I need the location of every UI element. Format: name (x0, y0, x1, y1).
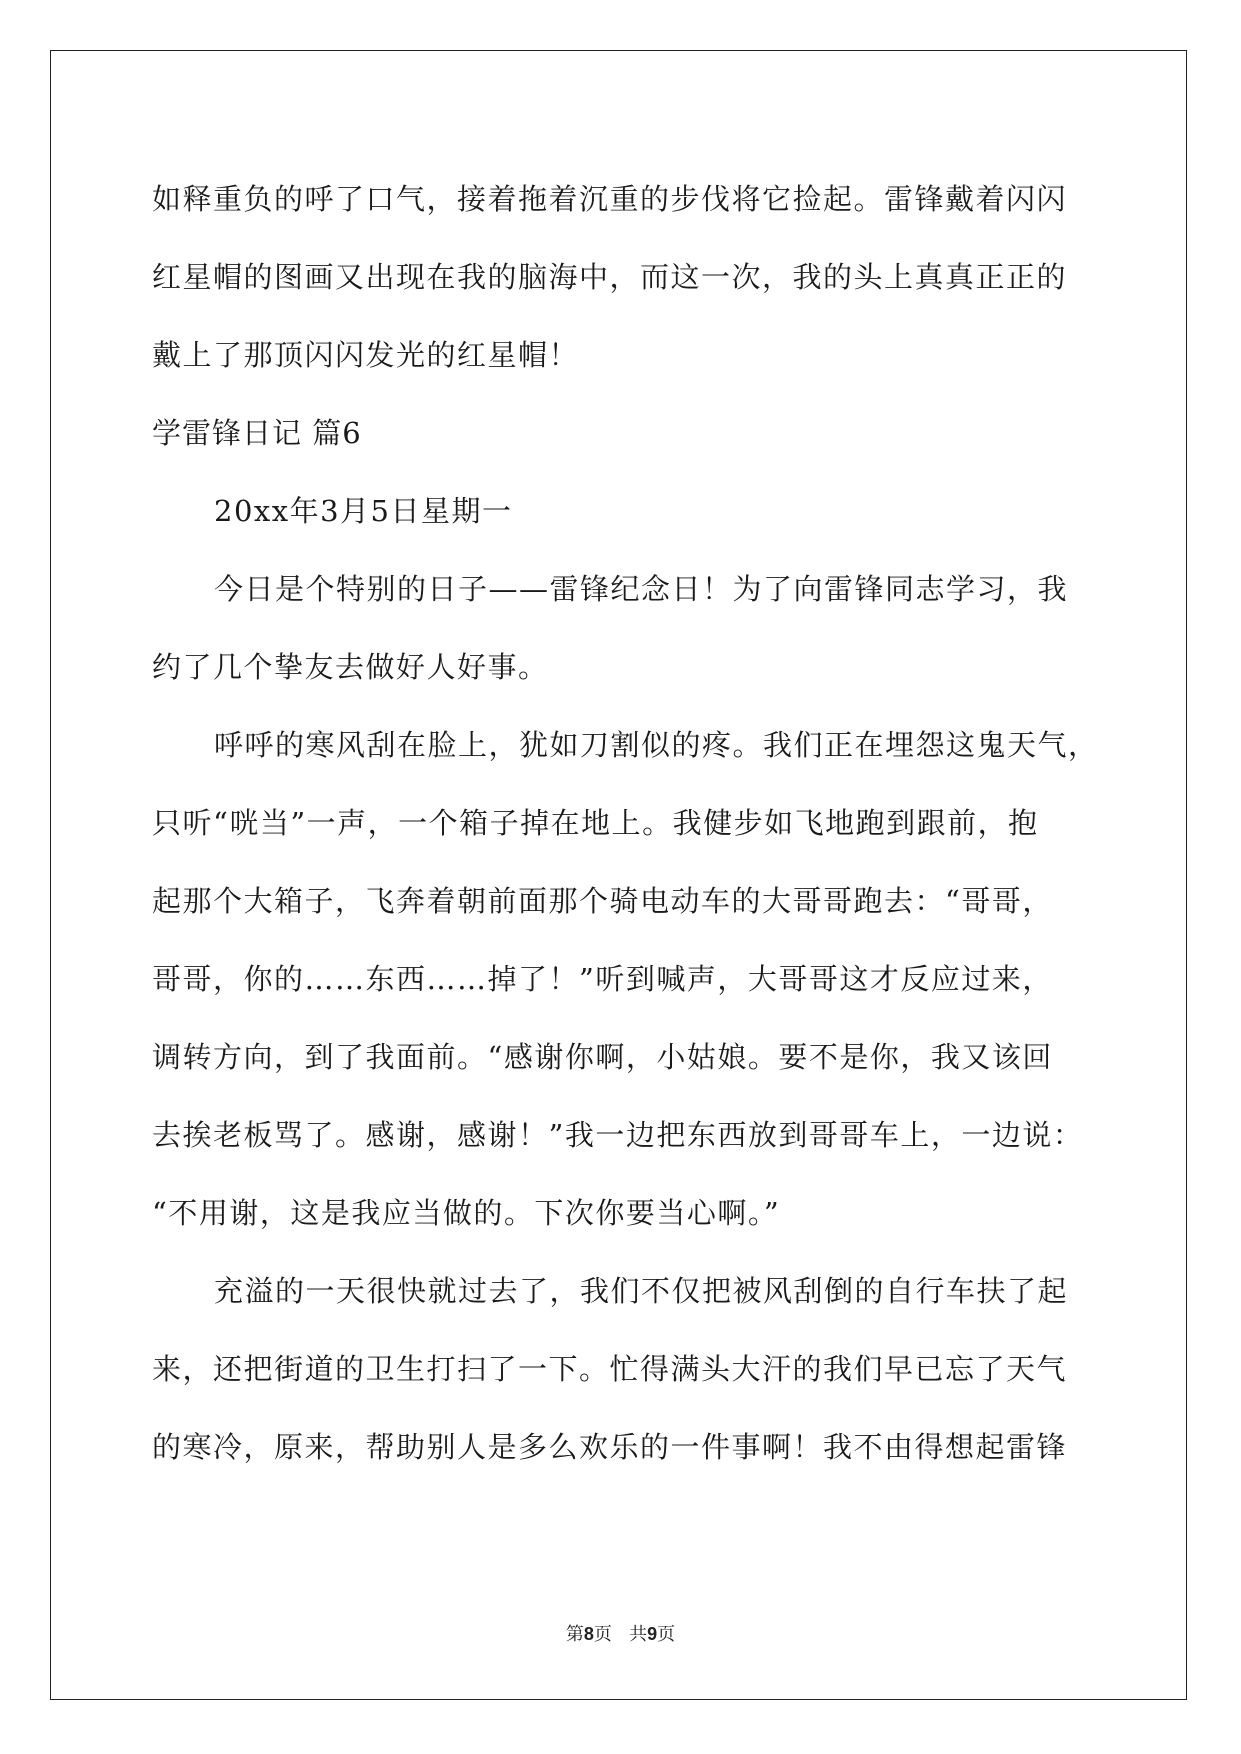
text-line: 今日是个特别的日子——雷锋纪念日！为了向雷锋同志学习，我 (214, 572, 1069, 606)
text-line: 起那个大箱子，飞奔着朝前面那个骑电动车的大哥哥跑去：“哥哥， (152, 884, 1053, 918)
text-line: 呼呼的寒风刮在脸上，犹如刀割似的疼。我们正在埋怨这鬼天气， (214, 728, 1099, 762)
text-line: 戴上了那顶闪闪发光的红星帽！ (152, 338, 580, 372)
text-line: 来，还把街道的卫生打扫了一下。忙得满头大汗的我们早已忘了天气 (152, 1352, 1068, 1386)
text-line: 哥哥，你的……东西……掉了！”听到喊声，大哥哥这才反应过来， (152, 962, 1053, 996)
text-line: 的寒冷，原来，帮助别人是多么欢乐的一件事啊！我不由得想起雷锋 (152, 1430, 1068, 1464)
total-pages: 9 (647, 1624, 658, 1644)
page-prefix: 第 (565, 1624, 584, 1645)
page-suffix: 页 (593, 1624, 612, 1645)
total-prefix: 共 (629, 1624, 648, 1645)
date-line: 20xx年3月5日星期一 (214, 494, 513, 528)
page-footer (0, 1620, 1241, 1646)
page-number: 8 (583, 1624, 594, 1644)
document-body (152, 160, 1099, 1486)
text-line: 充溢的一天很快就过去了，我们不仅把被风刮倒的自行车扶了起 (214, 1274, 1069, 1308)
text-line: 只听“咣当”一声，一个箱子掉在地上。我健步如飞地跑到跟前，抱 (152, 806, 1039, 840)
text-line: 调转方向，到了我面前。“感谢你啊，小姑娘。要不是你，我又该回 (152, 1040, 1053, 1074)
text-line: 约了几个挚友去做好人好事。 (152, 650, 549, 684)
section-heading: 学雷锋日记 篇6 (152, 416, 362, 450)
text-line: “不用谢，这是我应当做的。下次你要当心啊。” (152, 1196, 781, 1230)
text-line: 红星帽的图画又出现在我的脑海中，而这一次，我的头上真真正正的 (152, 260, 1068, 294)
text-line: 去挨老板骂了。感谢，感谢！”我一边把东西放到哥哥车上，一边说： (152, 1118, 1084, 1152)
total-suffix: 页 (657, 1624, 676, 1645)
text-line: 如释重负的呼了口气，接着拖着沉重的步伐将它捡起。雷锋戴着闪闪 (152, 182, 1068, 216)
